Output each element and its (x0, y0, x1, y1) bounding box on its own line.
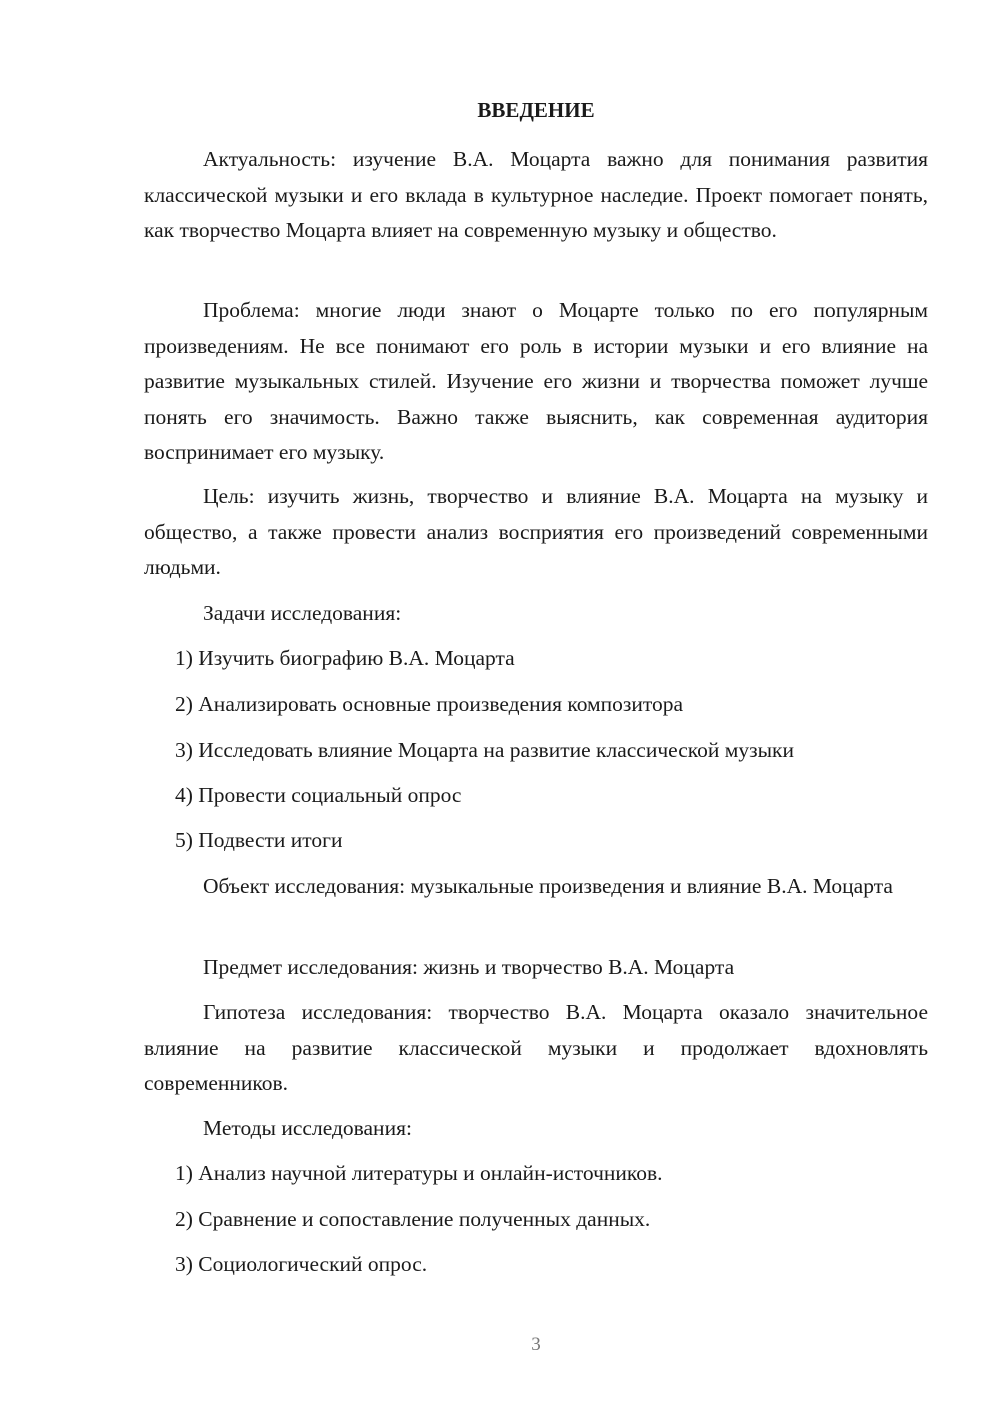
method-item: 1) Анализ научной литературы и онлайн-источников. (175, 1161, 663, 1185)
page-number: 3 (531, 1334, 541, 1355)
hypothesis-paragraph: Гипотеза исследования: творчество В.А. Моцарта оказало значительное влияние на развитие классической музыки и продолжает вдохновлять современников. (144, 1000, 928, 1095)
object-paragraph: Объект исследования: музыкальные произведения и влияние В.А. Моцарта (203, 874, 893, 898)
methods-heading: Методы исследования: (203, 1116, 412, 1140)
method-item: 3) Социологический опрос. (175, 1252, 428, 1276)
page-title: ВВЕДЕНИЕ (477, 98, 595, 122)
task-item: 2) Анализировать основные произведения композитора (175, 692, 684, 716)
tasks-heading: Задачи исследования: (203, 601, 402, 625)
document-page (144, 0, 928, 1414)
problem-paragraph: Проблема: многие люди знают о Моцарте только по его популярным произведениям. Не все понимают его роль в истории музыки и его влияние на развитие музыкальных стилей. Изучение его жизни и творчества поможет лучше понять его значимость. Важно также выяснить, как современная аудитория воспринимает его музыку. (144, 298, 928, 464)
goal-paragraph: Цель: изучить жизнь, творчество и влияние В.А. Моцарта на музыку и общество, а также провести анализ восприятия его произведений современными людьми. (144, 484, 928, 579)
task-item: 1) Изучить биографию В.А. Моцарта (175, 646, 515, 670)
relevance-paragraph: Актуальность: изучение В.А. Моцарта важно для понимания развития классической музыки и его вклада в культурное наследие. Проект помогает понять, как творчество Моцарта влияет на современную музыку и общество. (144, 147, 928, 242)
subject-paragraph: Предмет исследования: жизнь и творчество В.А. Моцарта (203, 955, 735, 979)
task-item: 5) Подвести итоги (175, 828, 343, 852)
task-item: 4) Провести социальный опрос (175, 783, 462, 807)
task-item: 3) Исследовать влияние Моцарта на развитие классической музыки (175, 738, 795, 762)
method-item: 2) Сравнение и сопоставление полученных данных. (175, 1207, 651, 1231)
